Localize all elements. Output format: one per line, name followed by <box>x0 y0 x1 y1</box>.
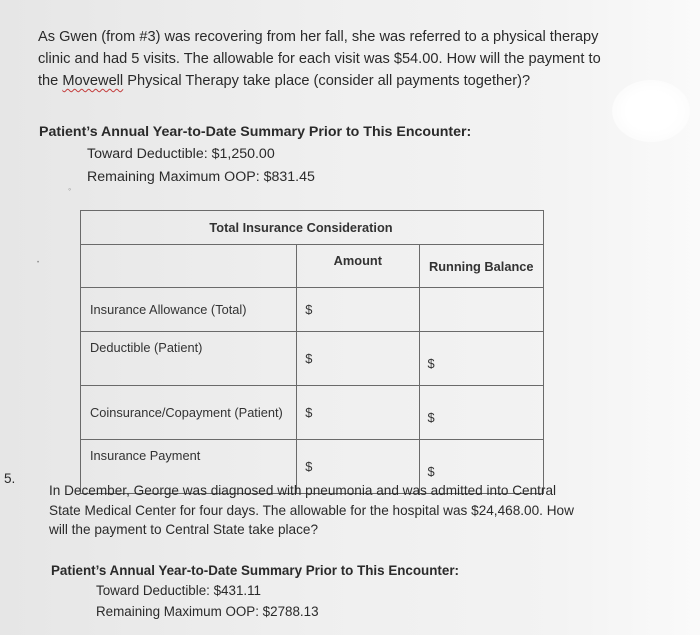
balance-cell[interactable]: $ <box>419 386 544 440</box>
question-4-line-3-start: the <box>38 73 63 89</box>
row-label: Insurance Allowance (Total) <box>81 288 297 332</box>
amount-cell[interactable]: $ <box>297 332 419 386</box>
summary-1-deductible: Toward Deductible: $1,250.00 <box>87 146 275 162</box>
row-label: Coinsurance/Copayment (Patient) <box>81 386 297 440</box>
summary-2-heading: Patient’s Annual Year-to-Date Summary Prior to This Encounter: <box>51 563 459 578</box>
question-5-number: 5. <box>4 471 16 486</box>
question-5-line-3: will the payment to Central State take place? <box>49 522 319 537</box>
question-5-text <box>49 481 649 540</box>
amount-cell[interactable]: $ <box>297 288 419 332</box>
row-label: Insurance Payment <box>81 440 297 494</box>
row-label: Deductible (Patient) <box>81 332 297 386</box>
table-header-running-balance: Running Balance <box>419 245 544 288</box>
table-row <box>81 332 544 386</box>
balance-cell[interactable]: $ <box>419 332 544 386</box>
question-4-text <box>38 26 658 92</box>
balance-cell[interactable] <box>419 288 544 332</box>
question-5-line-1: In December, George was diagnosed with pneumonia and was admitted into Central <box>49 483 557 498</box>
table-header-blank <box>81 245 297 288</box>
amount-cell[interactable]: $ <box>297 440 419 494</box>
balance-cell[interactable]: $ <box>419 440 544 494</box>
question-5-line-2: State Medical Center for four days. The allowable for the hospital was $24,468.00. How <box>49 502 574 518</box>
spellcheck-word: Movewell <box>62 73 124 89</box>
table-title: Total Insurance Consideration <box>81 211 544 245</box>
summary-2-oop: Remaining Maximum OOP: $2788.13 <box>96 604 319 619</box>
stray-dot: • <box>37 260 40 266</box>
table-row <box>81 288 544 332</box>
summary-1-heading: Patient’s Annual Year-to-Date Summary Prior to This Encounter: <box>39 124 472 140</box>
question-4-line-1: As Gwen (from #3) was recovering from her fall, she was referred to a physical therapy <box>38 29 599 45</box>
summary-1-oop: Remaining Maximum OOP: $831.45 <box>87 169 315 185</box>
table-header-amount: Amount <box>297 245 419 288</box>
question-4-line-2: clinic and had 5 visits. The allowable for each visit was $54.00. How will the payment to <box>38 51 601 67</box>
stray-mark: ◦ <box>68 184 72 194</box>
question-4-line-3-end: Physical Therapy take place (consider all payments together)? <box>123 73 531 89</box>
question-4-line-3 <box>38 70 658 92</box>
table-row <box>81 386 544 440</box>
summary-2-deductible: Toward Deductible: $431.11 <box>96 583 262 598</box>
amount-cell[interactable]: $ <box>297 386 419 440</box>
insurance-consideration-table <box>80 210 544 494</box>
